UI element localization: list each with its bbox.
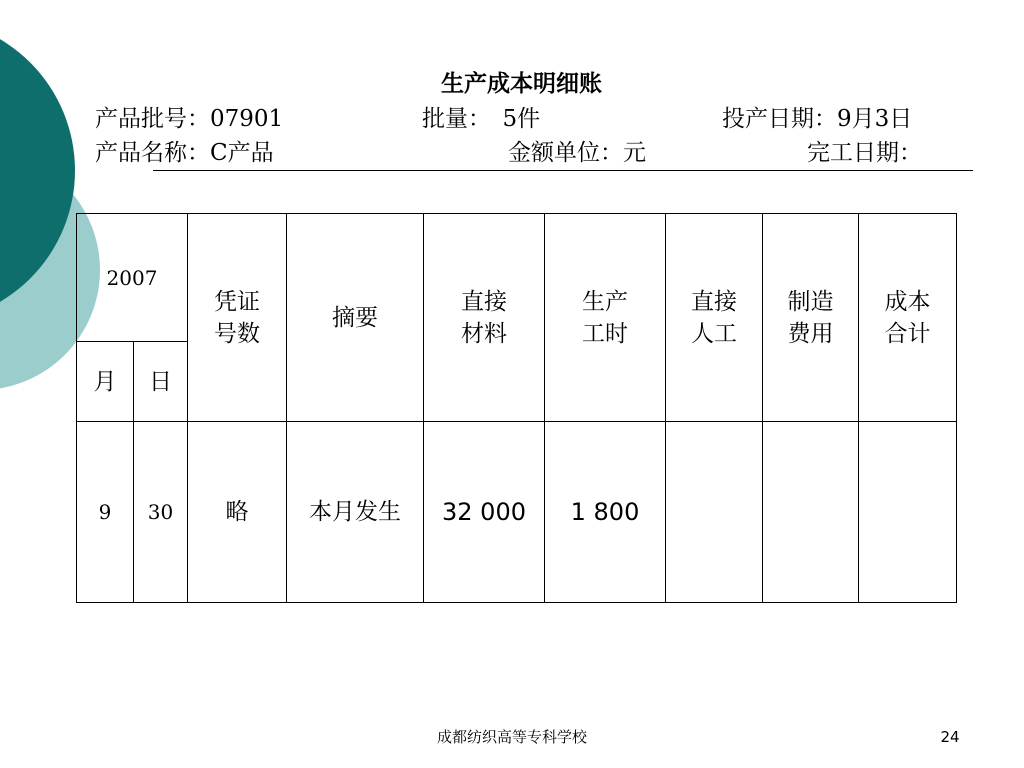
header-production-hours bbox=[545, 214, 666, 422]
amount-unit: 金额单位：元 bbox=[508, 140, 646, 166]
header-direct-labor-line2: 人工 bbox=[691, 320, 737, 347]
footer-school-name: 成都纺织高等专科学校 bbox=[436, 728, 587, 746]
cell-voucher: 略 bbox=[188, 422, 287, 603]
header-direct-labor-line1: 直接 bbox=[691, 288, 737, 315]
header-total-cost-line2: 合计 bbox=[884, 320, 931, 347]
cell-day: 30 bbox=[134, 422, 188, 603]
batch-quantity: 批量： 5件 bbox=[422, 106, 541, 132]
header-direct-materials-line2: 材料 bbox=[461, 320, 507, 347]
page-number: 24 bbox=[940, 728, 960, 746]
header-summary: 摘要 bbox=[287, 214, 424, 422]
header-total-cost bbox=[859, 214, 957, 422]
header-day: 日 bbox=[134, 342, 188, 422]
header-manufacturing-overhead-line2: 费用 bbox=[787, 320, 834, 347]
cell-manufacturing-overhead bbox=[763, 422, 859, 603]
cell-month: 9 bbox=[77, 422, 134, 603]
cell-direct-labor bbox=[666, 422, 763, 603]
header-manufacturing-overhead bbox=[763, 214, 859, 422]
cell-direct-materials: 32 000 bbox=[424, 422, 545, 603]
batch-number: 产品批号：07901 bbox=[95, 106, 284, 132]
header-production-hours-line2: 工时 bbox=[582, 320, 628, 347]
header-direct-labor bbox=[666, 214, 763, 422]
header-year: 2007 bbox=[77, 214, 188, 342]
header-month: 月 bbox=[77, 342, 134, 422]
header-voucher-number bbox=[188, 214, 287, 422]
cell-summary: 本月发生 bbox=[287, 422, 424, 603]
cell-production-hours: 1 800 bbox=[545, 422, 666, 603]
cell-total-cost bbox=[859, 422, 957, 603]
header-direct-materials bbox=[424, 214, 545, 422]
cost-ledger-table bbox=[76, 213, 957, 603]
start-date: 投产日期：9月3日 bbox=[722, 106, 913, 132]
ledger-title: 生产成本明细账 bbox=[441, 71, 602, 97]
header-underline bbox=[153, 170, 973, 171]
header-voucher-line2: 号数 bbox=[214, 320, 260, 347]
header-total-cost-line1: 成本 bbox=[884, 288, 931, 315]
header-production-hours-line1: 生产 bbox=[582, 288, 628, 315]
table-row bbox=[77, 422, 957, 603]
header-manufacturing-overhead-line1: 制造 bbox=[787, 288, 834, 315]
header-voucher-line1: 凭证 bbox=[214, 288, 260, 315]
product-name: 产品名称：C产品 bbox=[95, 140, 274, 166]
header-direct-materials-line1: 直接 bbox=[461, 288, 507, 315]
finish-date: 完工日期： bbox=[807, 140, 922, 166]
